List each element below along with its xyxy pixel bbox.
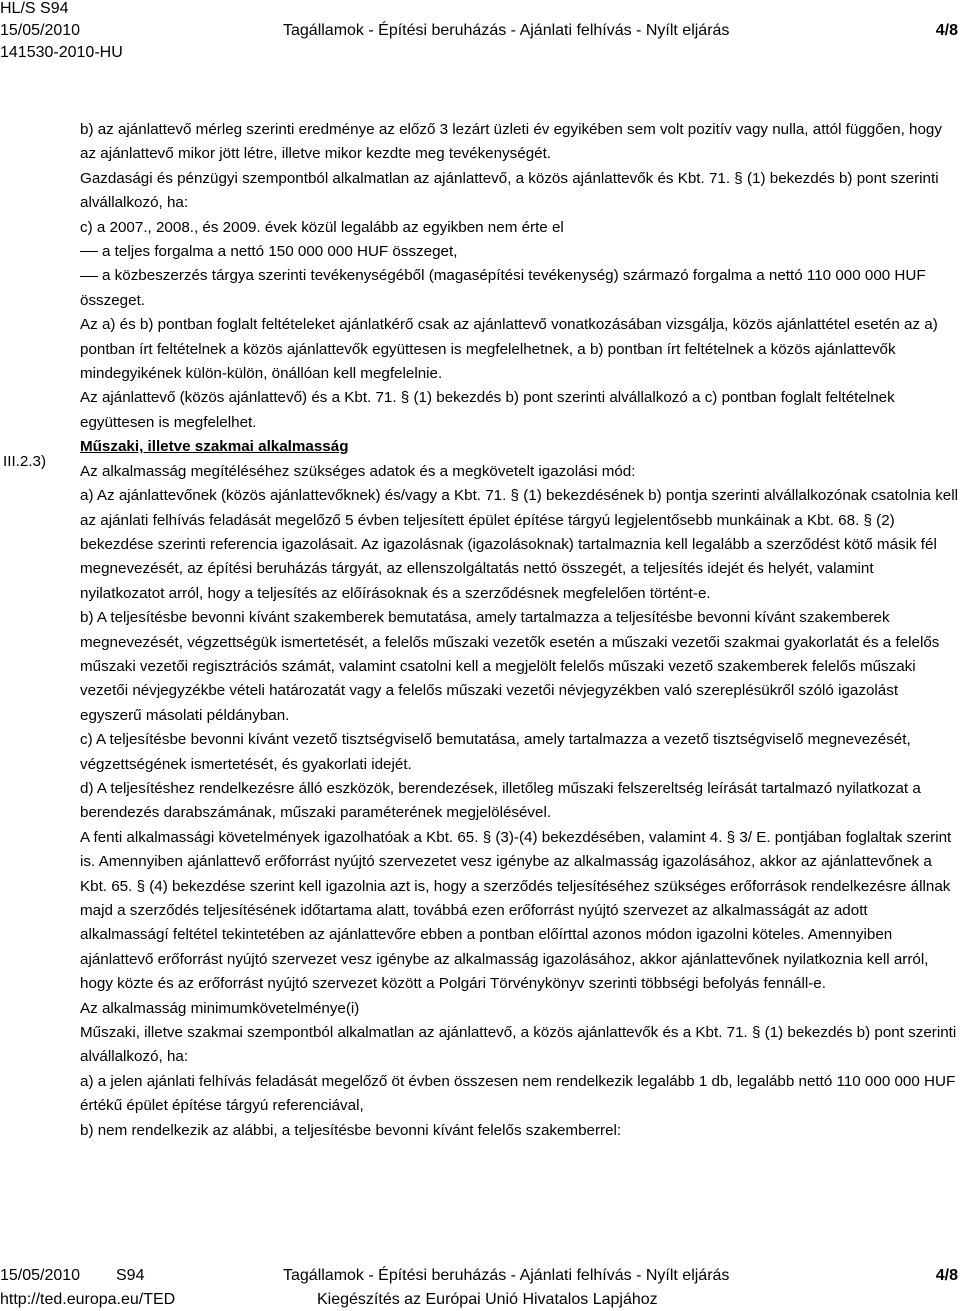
paragraph: Az alkalmasság minimumkövetelménye(i) <box>80 999 360 1017</box>
footer-url: http://ted.europa.eu/TED <box>0 1291 176 1308</box>
dash-list-item <box>80 264 960 313</box>
section-heading: Műszaki, illetve szakmai alkalmasság <box>80 438 349 456</box>
dash-item-text: a közbeszerzés tárgya szerinti tevékenységéből (magasépítési tevékenység) származó forgalma a nettó 110 000 000 HUF összeget. <box>80 267 926 309</box>
dash-marker <box>80 251 98 252</box>
dash-marker <box>80 276 98 277</box>
paragraph: Gazdasági és pénzügyi szempontból alkalmatlan az ajánlattevő, a közös ajánlattevők és Kbt. 71. § (1) bekezdés b) pont szerinti alvállalkozó, ha: <box>80 169 939 212</box>
footer-publisher: Kiegészítés az Európai Unió Hivatalos Lapjához <box>317 1291 658 1308</box>
paragraph: c) a 2007., 2008., és 2009. évek közül legalább az egyikben nem érte el <box>80 218 564 236</box>
header-title: Tagállamok - Építési beruházás - Ajánlati felhívás - Nyílt eljárás <box>283 22 730 39</box>
paragraph: c) A teljesítésbe bevonni kívánt vezető tisztségviselő bemutatása, amely tartalmazza a vezető tisztségviselő megnevezését, végzettségének ismertetését, és gyakorlati idejét. <box>80 731 911 773</box>
paragraph: Az ajánlattevő (közös ajánlattevő) és a Kbt. 71. § (1) bekezdés b) pont szerinti alvállalkozó a c) pontban foglalt feltételnek együttesen is megfelelhet. <box>80 389 895 431</box>
document-body <box>80 118 960 1143</box>
paragraph: Az alkalmasság megítéléséhez szükséges adatok és a megkövetelt igazolási mód: <box>80 462 636 480</box>
header-notice-id: 141530-2010-HU <box>0 44 123 61</box>
paragraph: b) nem rendelkezik az alábbi, a teljesítésbe bevonni kívánt felelős szakemberrel: <box>80 1121 622 1139</box>
paragraph: Műszaki, illetve szakmai szempontból alkalmatlan az ajánlattevő, a közös ajánlattevők és a Kbt. 71. § (1) bekezdés b) pont szerinti alvállalkozó, ha: <box>80 1024 957 1066</box>
footer-date: 15/05/2010 <box>0 1267 81 1284</box>
footer-page-number: 4/8 <box>935 1267 958 1284</box>
paragraph: b) az ajánlattevő mérleg szerinti eredménye az előző 3 lezárt üzleti év egyikében sem volt pozitív vagy nulla, attól függően, hogy az ajánlattevő mikor jött létre, illetve mikor kezdte meg tevékenységét. <box>80 121 942 163</box>
footer-series: S94 <box>116 1267 145 1284</box>
dash-list-item <box>80 240 960 264</box>
paragraph: b) A teljesítésbe bevonni kívánt szakemberek bemutatása, amely tartalmazza a teljesítésbe bevonni kívánt szakemberek megnevezését, végzettségük ismertetését, a felelős műszaki vezetők esetén a műszaki vezetői szakmai gyakorlatát és a felelős műszaki vezetői regisztrációs számát, valamint csatolni kell a megjelölt felelős műszaki vezető szakemberek felelős műszaki vezetői névjegyzékbe vételi határozatát vagy a felelős műszaki vezetői névjegyzékben való szereplésükről szóló igazolást egyszerű másolati példányban. <box>80 609 940 724</box>
header-journal-ref: HL/S S94 <box>0 0 69 17</box>
paragraph: A fenti alkalmassági követelmények igazolhatóak a Kbt. 65. § (3)-(4) bekezdésében, valamint 4. § 3/ E. pontjában foglaltak szerint is. Amennyiben ajánlattevő erőforrást nyújtó szervezetet vesz igénybe az alkalmasság igazolásához, akkor az ajánlattevőnek a Kbt. 65. § (4) bekezdése szerint kell igazolnia azt is, hogy a szerződés teljesítéséhez szükséges erőforrások rendelkezésre állnak majd a szerződés teljesítésének időtartama alatt, továbbá ezen erőforrást nyújtó szervezet az alkalmasságát az adott alkalmasságí feltétel tekintetében az ajánlattevőre ebben a pontban előírttal azonos módon igazolni köteles. Amennyiben ajánlattevő erőforrást nyújtó szervezet vesz igénybe az alkalmasság igazolásához, akkor ajánlattevőnek nyilatkoznia kell arról, hogy közte és az erőforrást nyújtó szervezet között a Polgári Törvénykönyv szerinti többségi befolyás fennáll-e. <box>80 828 952 993</box>
paragraph: a) a jelen ajánlati felhívás feladását megelőző öt évben összesen nem rendelkezik legalább 1 db, legalább nettó 110 000 000 HUF értékű épület építése tárgyú referenciával, <box>80 1072 956 1115</box>
paragraph: Az a) és b) pontban foglalt feltételeket ajánlatkérő csak az ajánlattevő vonatkozásában vizsgálja, közös ajánlattétel esetén az a) pontban írt feltételnek a közös ajánlattevők együttesen is megfelelhetnek, a b) pontban írt feltételnek a közös ajánlattevők mindegyikének külön-külön, önállóan kell megfelelnie. <box>80 316 938 383</box>
footer-title: Tagállamok - Építési beruházás - Ajánlati felhívás - Nyílt eljárás <box>283 1267 730 1284</box>
dash-item-text: a teljes forgalma a nettó 150 000 000 HUF összeget, <box>102 243 458 261</box>
section-number: III.2.3) <box>3 453 47 470</box>
paragraph: d) A teljesítéshez rendelkezésre álló eszközök, berendezések, illetőleg műszaki felszereltség leírását tartalmazó nyilatkozat a berendezés darabszámának, műszaki paraméterének megjelölésével. <box>80 779 921 822</box>
paragraph: a) Az ajánlattevőnek (közös ajánlattevőknek) és/vagy a Kbt. 71. § (1) bekezdésének b) pontja szerinti alvállalkozónak csatolnia kell az ajánlati felhívás feladását megelőző 5 évben teljesített épület építése tárgyú legjelentősebb munkáinak a Kbt. 68. § (2) bekezdése szerinti referencia igazolásait. Az igazolásnak (igazolásoknak) tartalmaznia kell legalább a szerződést kötő másik fél megnevezését, az építési beruházás tárgyát, az ellenszolgáltatás nettó összegét, a teljesítés idejét és helyét, valamint nyilatkozatot arról, hogy a teljesítés az előírásoknak és a szerződésnek megfelelően történt-e. <box>80 487 958 602</box>
page-header <box>0 0 960 78</box>
header-date: 15/05/2010 <box>0 22 81 39</box>
page-footer <box>0 1262 960 1311</box>
header-page-number: 4/8 <box>935 22 958 39</box>
